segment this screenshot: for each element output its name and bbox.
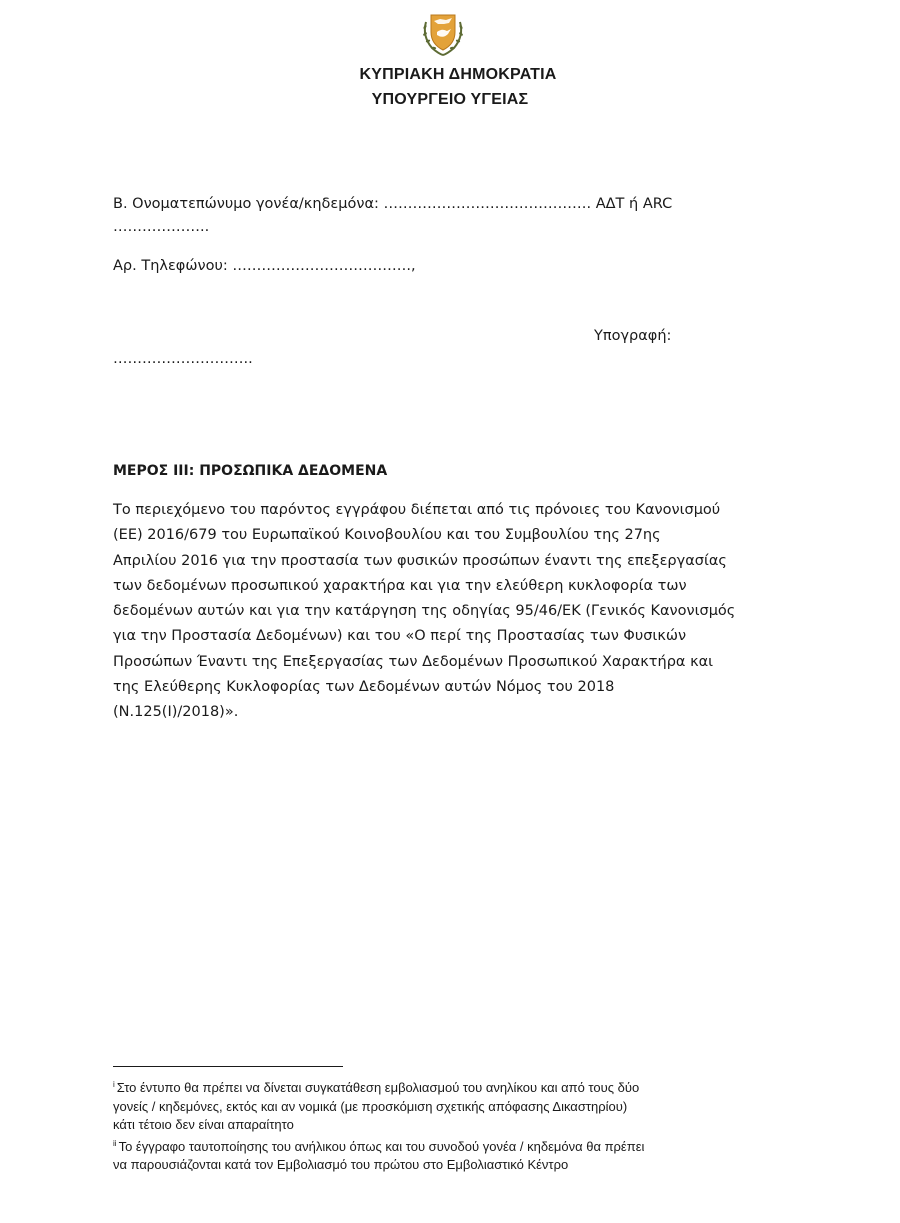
signature-dots: ………………………..	[113, 351, 253, 367]
footnote-1-marker: i	[113, 1080, 115, 1089]
paragraph-line: των δεδομένων προσωπικού χαρακτήρα και για την ελεύθερη κυκλοφορία των	[113, 577, 687, 594]
phone-line: Αρ. Τηλεφώνου: ……………………………….,	[113, 258, 416, 274]
footnote-2-line	[113, 1135, 793, 1157]
paragraph-line: δεδομένων αυτών και για την κατάργηση της οδηγίας 95/46/ΕΚ (Γενικός Κανονισμός	[113, 603, 736, 620]
footnote-2-marker: ii	[113, 1138, 117, 1148]
paragraph-line: (Ν.125(Ι)/2018)».	[113, 704, 239, 721]
section-title: ΜΕΡΟΣ ΙΙΙ: ΠΡΟΣΩΠΙΚΑ ΔΕΔΟΜΕΝΑ	[113, 463, 388, 479]
footnote-1-text: Στο έντυπο θα πρέπει να δίνεται συγκατάθεση εμβολιασμού του ανηλίκου και από τους δύο	[116, 1080, 640, 1095]
signature-label: Υπογραφή:	[594, 328, 672, 344]
paragraph-line: (ΕΕ) 2016/679 του Ευρωπαϊκού Κοινοβουλίου και του Συμβουλίου της 27ης	[113, 527, 661, 544]
paragraph-line: Προσώπων Έναντι της Επεξεργασίας των Δεδομένων Προσωπικού Χαρακτήρα και	[113, 653, 714, 670]
paragraph-line: της Ελεύθερης Κυκλοφορίας των Δεδομένων αυτών Νόμος του 2018	[113, 679, 615, 696]
footnote-2-line: να παρουσιάζονται κατά τον Εμβολιασμό του πρώτου στο Εμβολιαστικό Κέντρο	[113, 1157, 569, 1172]
guardian-name-line: Β. Ονοματεπώνυμο γονέα/κηδεμόνα: ……………………………………. ΑΔΤ ή ARC	[113, 196, 673, 212]
footnote-1-line: κάτι τέτοιο δεν είναι απαραίτητο	[113, 1117, 294, 1132]
paragraph-line: για την Προστασία Δεδομένων) και του «Ο περί της Προστασίας των Φυσικών	[113, 628, 687, 645]
paragraph-line: Το περιεχόμενο του παρόντος εγγράφου διέπεται από τις πρόνοιες του Κανονισμού	[113, 502, 721, 518]
paragraph-line: Απριλίου 2016 για την προστασία των φυσικών προσώπων έναντι της επεξεργασίας	[113, 552, 727, 569]
header-republic: ΚΥΠΡΙΑΚΗ ΔΗΜΟΚΡΑΤΙΑ	[359, 66, 557, 83]
cyprus-coat-of-arms-icon	[418, 12, 468, 58]
data-protection-paragraph	[113, 498, 793, 726]
guardian-id-dots: ………………..	[113, 219, 210, 235]
footnote-1-line: γονείς / κηδεμόνες, εκτός και αν νομικά (με προσκόμιση σχετικής απόφασης Δικαστηρίου)	[113, 1098, 628, 1114]
footnotes	[113, 1076, 793, 1175]
footnote-1-line	[113, 1076, 793, 1098]
footnote-2-text: Το έγγραφο ταυτοποίησης του ανήλικου όπως και του συνοδού γονέα / κηδεμόνα θα πρέπει	[118, 1138, 645, 1154]
header-ministry: ΥΠΟΥΡΓΕΙΟ ΥΓΕΙΑΣ	[371, 91, 529, 108]
footnote-divider	[113, 1066, 343, 1067]
